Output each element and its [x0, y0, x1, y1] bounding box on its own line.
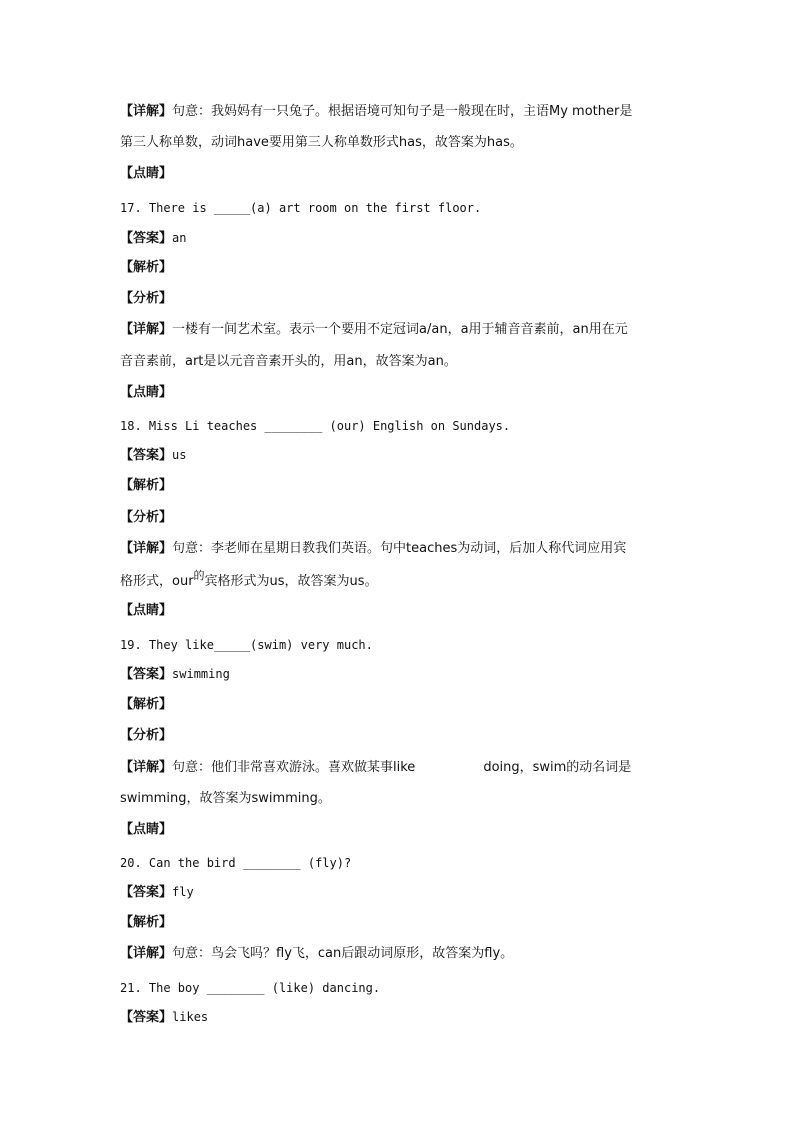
section-tag-line: 【解析】	[120, 478, 173, 493]
detail-line: 【详解】句意：李老师在星期日教我们英语。句中teaches为动词，后加人称代词应用宾	[120, 541, 627, 556]
question-21: 21. The boy ________ (like) dancing.	[120, 981, 381, 995]
answer-line: 【答案】fly	[120, 885, 194, 900]
detail-continuation: 音音素前，art是以元音音素开头的，用an，故答案为an。	[120, 354, 457, 369]
section-tag: 【详解】	[120, 104, 173, 119]
question-18: 18. Miss Li teaches ________ (our) English on Sundays.	[120, 419, 511, 433]
question-20: 20. Can the bird ________ (fly)?	[120, 856, 352, 870]
detail-line	[120, 100, 632, 124]
section-tag-line: 【分析】	[120, 291, 173, 306]
answer-line: 【答案】an	[120, 231, 187, 246]
section-tag-line: 【分析】	[120, 728, 173, 743]
section-tag-line: 【点睛】	[120, 822, 173, 837]
detail-line: 【详解】一楼有一间艺术室。表示一个要用不定冠词a/an，a用于辅音音素前，an用在元	[120, 322, 628, 337]
answer-line: 【答案】us	[120, 448, 187, 463]
detail-continuation: swimming，故答案为swimming。	[120, 791, 331, 806]
section-tag-line: 【分析】	[120, 510, 173, 525]
question-17: 17. There is _____(a) art room on the first floor.	[120, 201, 482, 215]
section-tag-line: 【解析】	[120, 915, 173, 930]
detail-continuation: 第三人称单数，动词have要用第三人称单数形式has，故答案为has。	[120, 135, 523, 150]
section-tag-line: 【点睛】	[120, 166, 173, 181]
section-tag-line: 【解析】	[120, 260, 173, 275]
detail-text: 句意：我妈妈有一只兔子。根据语境可知句子是一般现在时，主语My mother是	[172, 104, 633, 119]
answer-text: an	[172, 231, 187, 245]
detail-line: 【详解】句意：他们非常喜欢游泳。喜欢做某事like doing，swim的动名词是	[120, 760, 632, 775]
detail-line: 【详解】句意：鸟会飞吗？fly飞，can后跟动词原形，故答案为fly。	[120, 946, 514, 961]
section-tag-line: 【点睛】	[120, 603, 173, 618]
section-tag-line: 【点睛】	[120, 385, 173, 400]
answer-line: 【答案】likes	[120, 1010, 209, 1025]
answer-line: 【答案】swimming	[120, 667, 230, 682]
section-tag-line: 【解析】	[120, 697, 173, 712]
detail-continuation: 格形式，our$^的$宾格形式为us，故答案为us。	[120, 569, 378, 589]
question-19: 19. They like_____(swim) very much.	[120, 638, 373, 652]
